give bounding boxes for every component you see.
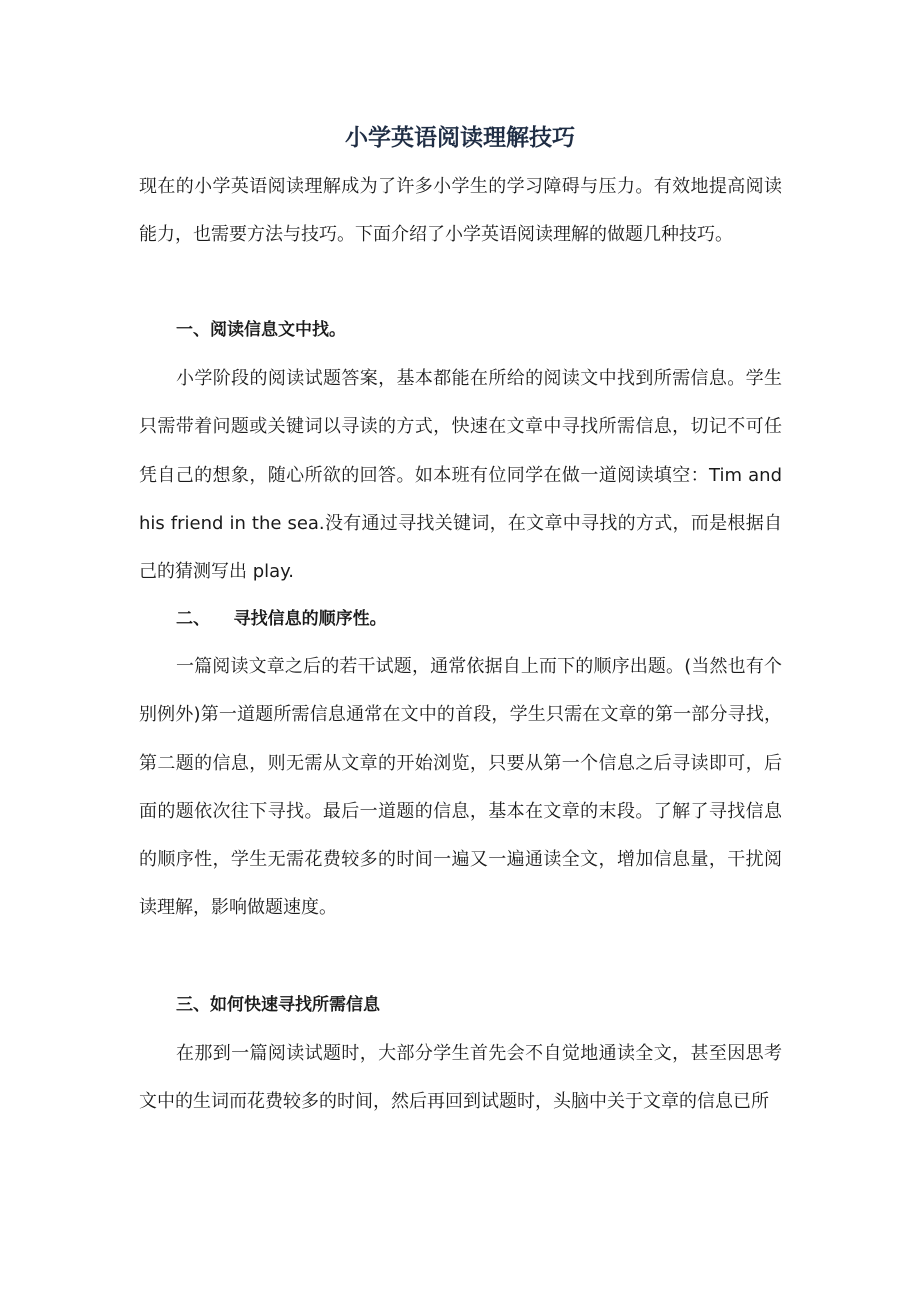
intro-paragraph: 现在的小学英语阅读理解成为了许多小学生的学习障碍与压力。有效地提高阅读能力，也需要方法与技巧。下面介绍了小学英语阅读理解的做题几种技巧。 (139, 176, 782, 246)
section-2-heading: 二、 寻找信息的顺序性。 (176, 609, 387, 629)
section-1-body: 小学阶段的阅读试题答案，基本都能在所给的阅读文中找到所需信息。学生只需带着问题或关键词以寻读的方式，快速在文章中寻找所需信息，切记不可任凭自己的想象，随心所欲的回答。如本班有位同学在做一道阅读填空：Tim and his friend in the sea.没有通过寻找关键词，在文章中寻找的方式，而是根据自己的猜测写出 play. (139, 368, 782, 583)
section-3-heading: 三、如何快速寻找所需信息 (176, 995, 380, 1015)
section-3-body: 在那到一篇阅读试题时，大部分学生首先会不自觉地通读全文，甚至因思考文中的生词而花费较多的时间，然后再回到试题时，头脑中关于文章的信息已所 (139, 1043, 782, 1113)
section-2-body: 一篇阅读文章之后的若干试题，通常依据自上而下的顺序出题。(当然也有个别例外)第一道题所需信息通常在文中的首段，学生只需在文章的第一部分寻找，第二题的信息，则无需从文章的开始浏览，只要从第一个信息之后寻读即可，后面的题依次往下寻找。最后一道题的信息，基本在文章的末段。了解了寻找信息的顺序性，学生无需花费较多的时间一遍又一遍通读全文，增加信息量，干扰阅读理解，影响做题速度。 (139, 656, 782, 919)
section-1-heading: 一、阅读信息文中找。 (176, 320, 346, 340)
document-title: 小学英语阅读理解技巧 (345, 125, 575, 151)
